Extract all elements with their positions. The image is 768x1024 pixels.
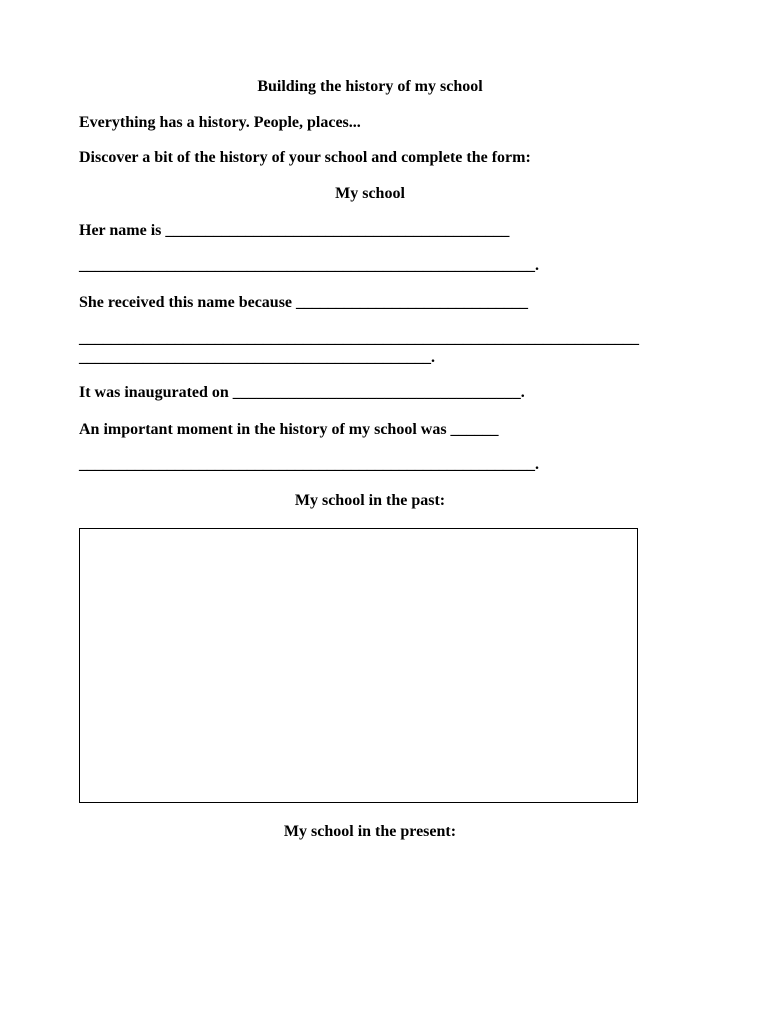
- name-prompt: Her name is ___________________________________________: [79, 222, 510, 239]
- reason-blank-line-1: ______________________________________________________________________: [79, 330, 639, 347]
- page-title: Building the history of my school: [257, 78, 483, 95]
- past-heading: My school in the past:: [294, 492, 446, 509]
- section-heading: My school: [335, 185, 405, 202]
- present-heading: My school in the present:: [283, 823, 457, 840]
- moment-prompt: An important moment in the history of my school was ______: [79, 421, 499, 438]
- reason-blank-line-2: ____________________________________________.: [79, 349, 435, 366]
- inaugurated-prompt: It was inaugurated on ____________________________________.: [79, 384, 525, 401]
- intro-line-1: Everything has a history. People, places...: [79, 114, 361, 131]
- past-drawing-box: [79, 528, 638, 803]
- reason-prompt: She received this name because _____________________________: [79, 294, 529, 311]
- name-blank-line: _________________________________________________________.: [79, 257, 539, 274]
- intro-line-2: Discover a bit of the history of your school and complete the form:: [79, 149, 531, 166]
- moment-blank-line: _________________________________________________________.: [79, 456, 539, 473]
